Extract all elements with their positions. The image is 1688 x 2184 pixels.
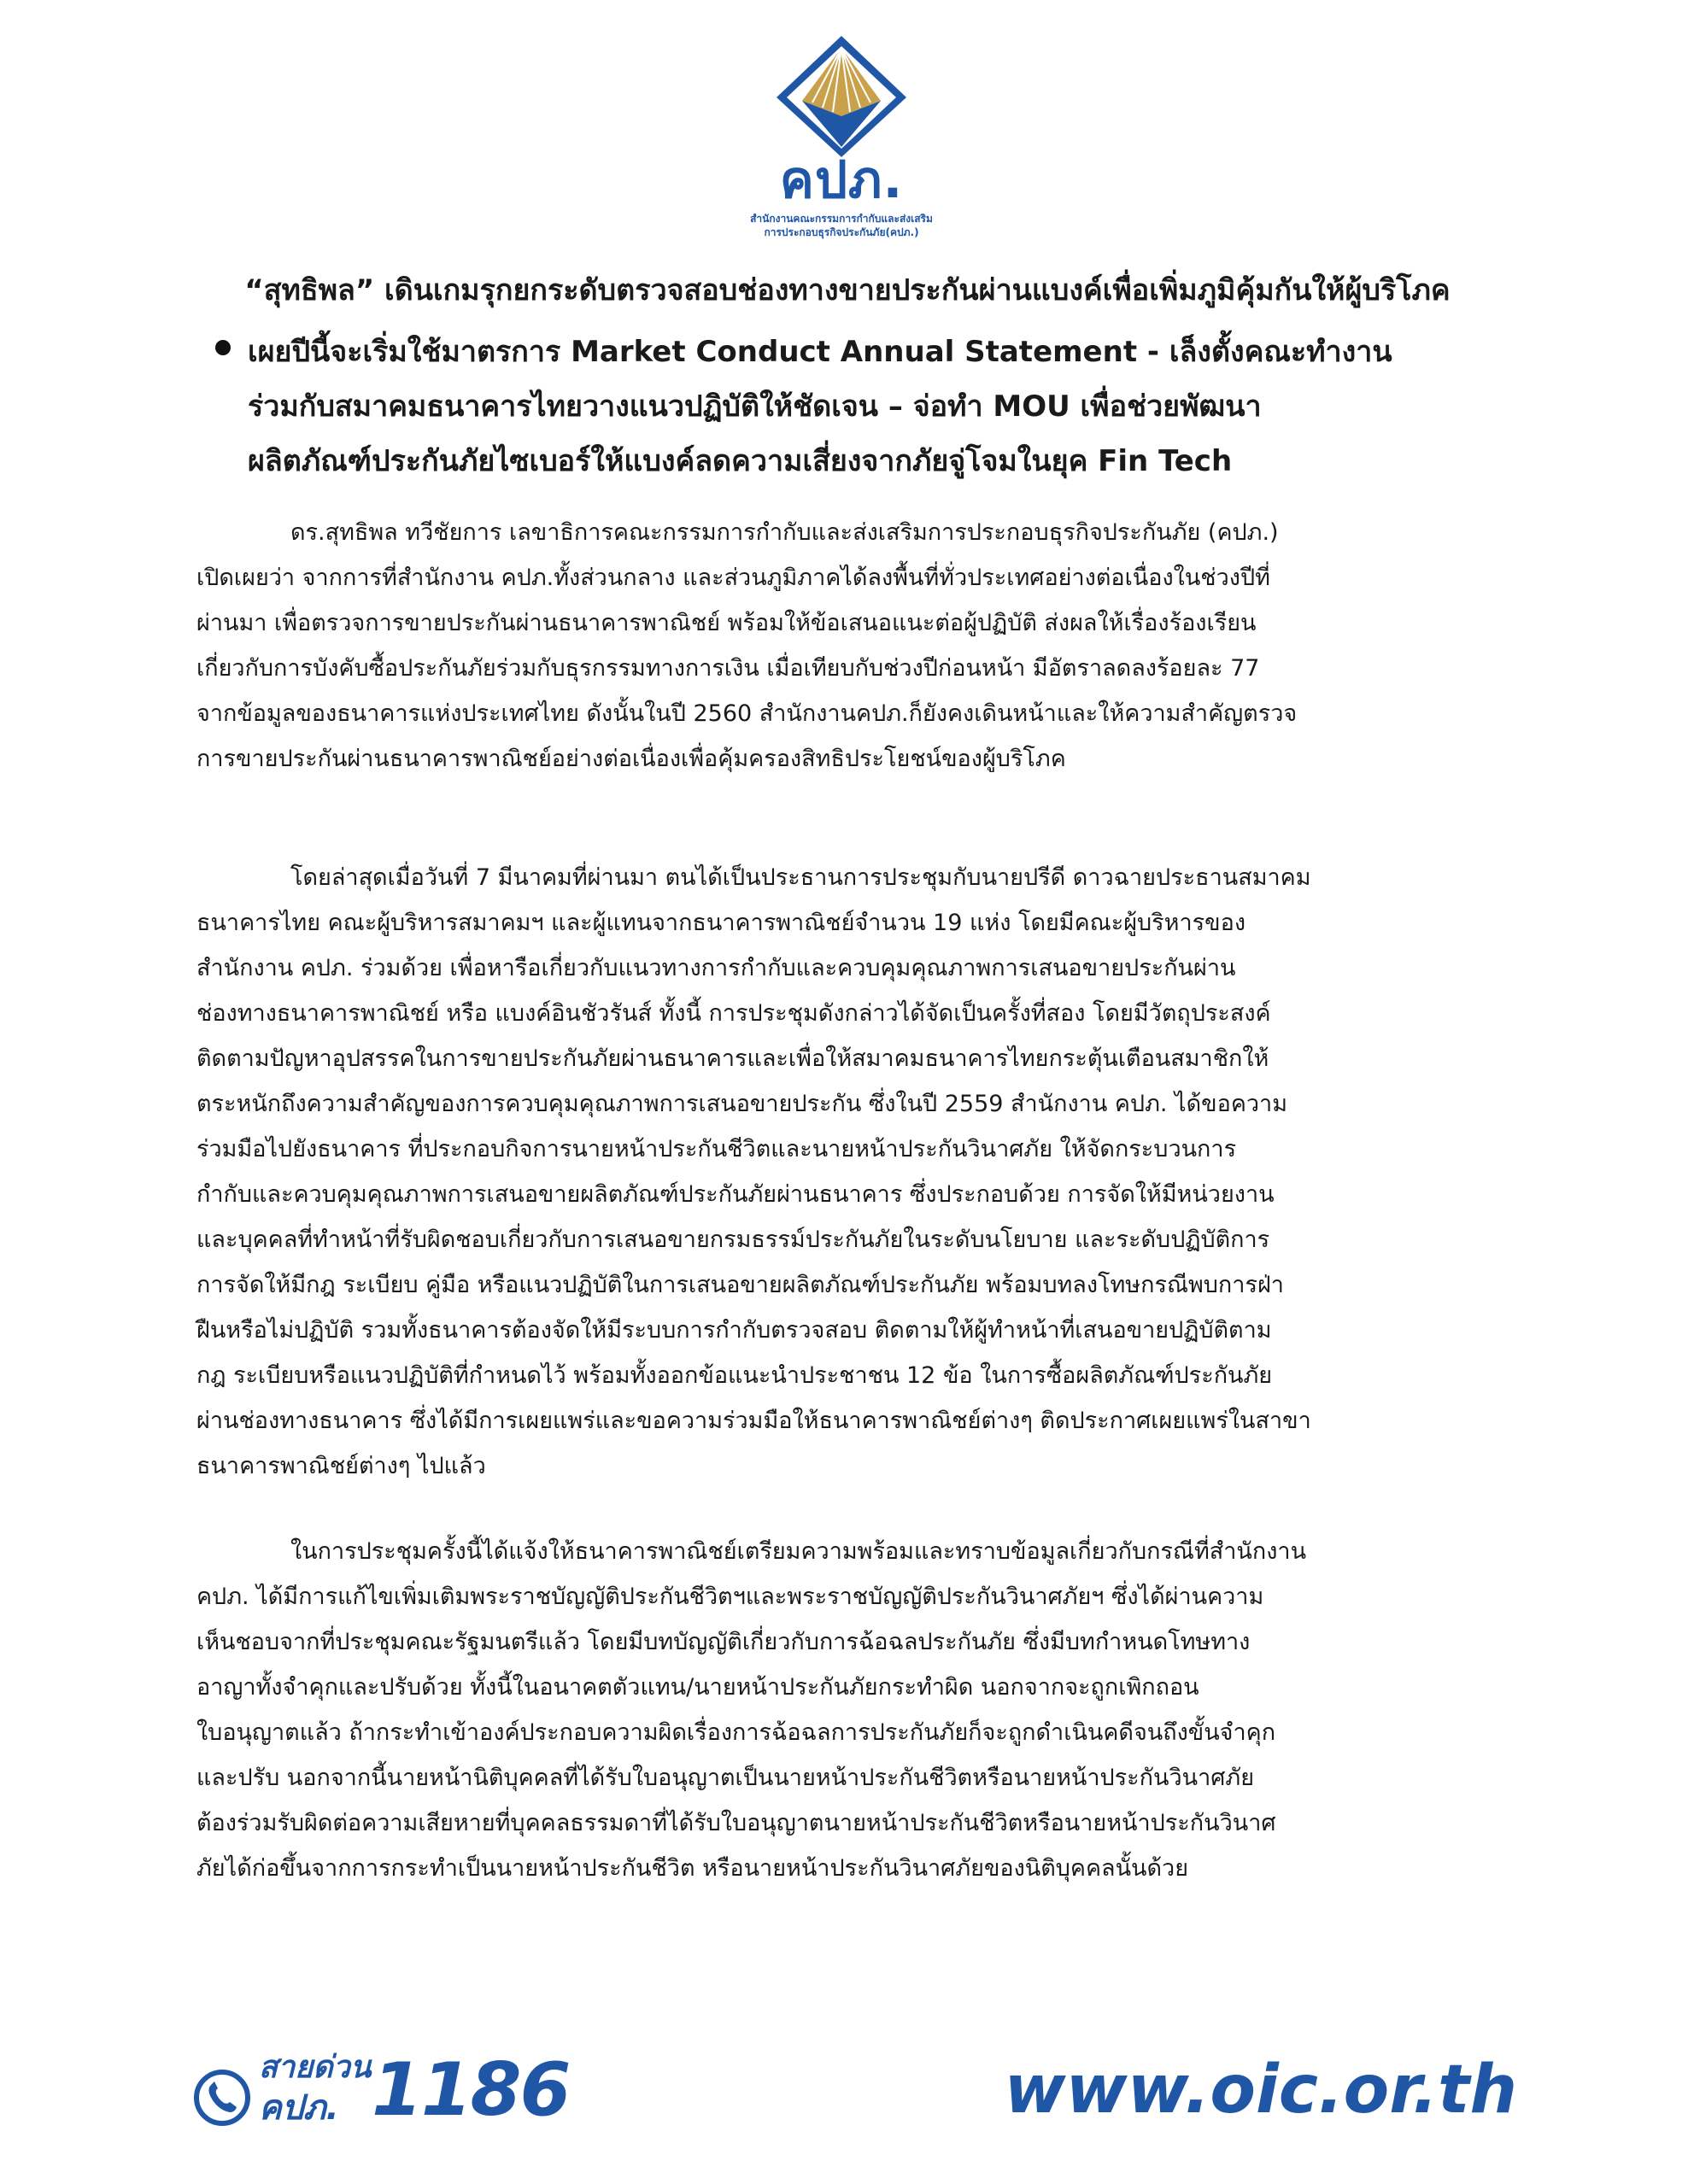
oic-logo (730, 31, 952, 244)
paragraph-line: ภัยได้ก่อขึ้นจากการกระทำเป็นนายหน้าประกันชีวิต หรือนายหน้าประกันวินาศภัยของนิติบุคคลนั้นด้วย (196, 1855, 1189, 1882)
paragraph-line: ต้องร่วมรับผิดต่อความเสียหายที่บุคคลธรรมดาที่ได้รับใบอนุญาตนายหน้าประกันชีวิตหรือนายหน้าประกันวินาศ (196, 1810, 1276, 1836)
logo-wordmark: คปภ. (779, 150, 904, 210)
paragraph-line: และปรับ นอกจากนี้นายหน้านิติบุคคลที่ได้รับใบอนุญาตเป็นนายหน้าประกันชีวิตหรือนายหน้าประกันวินาศภัย (196, 1765, 1255, 1791)
sub-headline-bullet (248, 325, 1486, 489)
paragraph-line: เปิดเผยว่า จากการที่สำนักงาน คปภ.ทั้งส่วนกลาง และส่วนภูมิภาคได้ลงพื้นที่ทั่วประเทศอย่างต่อเนื่องในช่วงปีที่ (196, 565, 1270, 591)
sub-headline-line: ผลิตภัณฑ์ประกันภัยไซเบอร์ให้แบงค์ลดความเสี่ยงจากภัยจู่โจมในยุค Fin Tech (248, 444, 1233, 478)
logo-subtitle-line-1: สำนักงานคณะกรรมการกำกับและส่งเสริม (750, 213, 933, 225)
paragraph-line: อาญาทั้งจำคุกและปรับด้วย ทั้งนี้ในอนาคตตัวแทน/นายหน้าประกันภัยกระทำผิด นอกจากจะถูกเพิกถอน (196, 1674, 1199, 1701)
paragraph-line: ในการประชุมครั้งนี้ได้แจ้งให้ธนาคารพาณิชย์เตรียมความพร้อมและทราบข้อมูลเกี่ยวกับกรณีที่สำนักงาน (290, 1538, 1307, 1565)
hotline-label: สายด่วน (259, 2050, 372, 2085)
paragraph-line: จากข้อมูลของธนาคารแห่งประเทศไทย ดังนั้นในปี 2560 สำนักงานคปภ.ก็ยังคงเดินหน้าและให้ความสำคัญตรวจ (196, 700, 1298, 727)
oic-emblem-icon (730, 31, 952, 159)
hotline-org: คปภ. (259, 2088, 339, 2128)
phone-icon (192, 2068, 252, 2128)
paragraph-line: กฎ ระเบียบหรือแนวปฏิบัติที่กำหนดไว้ พร้อมทั้งออกข้อแนะนำประชาชน 12 ข้อ ในการซื้อผลิตภัณฑ์ประกันภัย (196, 1362, 1273, 1389)
paragraph-line: การจัดให้มีกฎ ระเบียบ คู่มือ หรือแนวปฏิบัติในการเสนอขายผลิตภัณฑ์ประกันภัย พร้อมบทลงโทษกรณีพบการฝ่า (196, 1272, 1284, 1298)
paragraph-line: ผ่านมา เพื่อตรวจการขายประกันผ่านธนาคารพาณิชย์ พร้อมให้ข้อเสนอแนะต่อผู้ปฏิบัติ ส่งผลให้เรื่องร้องเรียน (196, 610, 1257, 636)
paragraph-line: ติดตามปัญหาอุปสรรคในการขายประกันภัยผ่านธนาคารและเพื่อให้สมาคมธนาคารไทยกระตุ้นเตือนสมาชิกให้ (196, 1045, 1269, 1072)
body-paragraph-2 (196, 855, 1486, 1489)
paragraph-line: ฝืนหรือไม่ปฏิบัติ รวมทั้งธนาคารต้องจัดให้มีระบบการกำกับตรวจสอบ ติดตามให้ผู้ทำหน้าที่เสนอขายปฏิบัติตาม (196, 1317, 1272, 1344)
paragraph-line: และบุคคลที่ทำหน้าที่รับผิดชอบเกี่ยวกับการเสนอขายกรมธรรม์ประกันภัยในระดับนโยบาย และระดับปฏิบัติการ (196, 1227, 1270, 1253)
paragraph-line: กำกับและควบคุมคุณภาพการเสนอขายผลิตภัณฑ์ประกันภัยผ่านธนาคาร ซึ่งประกอบด้วย การจัดให้มีหน่วยงาน (196, 1181, 1275, 1208)
sub-headline-line: ร่วมกับสมาคมธนาคารไทยวางแนวปฏิบัติให้ชัดเจน – จ่อทำ MOU เพื่อช่วยพัฒนา (248, 389, 1262, 424)
paragraph-line: ร่วมมือไปยังธนาคาร ที่ประกอบกิจการนายหน้าประกันชีวิตและนายหน้าประกันวินาศภัย ให้จัดกระบวนการ (196, 1136, 1237, 1162)
paragraph-line: ธนาคารพาณิชย์ต่างๆ ไปแล้ว (196, 1453, 486, 1479)
paragraph-line: โดยล่าสุดเมื่อวันที่ 7 มีนาคมที่ผ่านมา ตนได้เป็นประธานการประชุมกับนายปรีดี ดาวฉายประธานสมาคม (290, 864, 1311, 891)
paragraph-line: เห็นชอบจากที่ประชุมคณะรัฐมนตรีแล้ว โดยมีบทบัญญัติเกี่ยวกับการฉ้อฉลประกันภัย ซึ่งมีบทกำหนดโทษทาง (196, 1629, 1251, 1655)
paragraph-line: ผ่านช่องทางธนาคาร ซึ่งได้มีการเผยแพร่และขอความร่วมมือให้ธนาคารพาณิชย์ต่างๆ ติดประกาศเผยแพร่ในสาขา (196, 1408, 1311, 1434)
website-link[interactable]: www.oic.or.th (1004, 2052, 1517, 2128)
sub-headline-line: เผยปีนี้จะเริ่มใช้มาตรการ Market Conduct Annual Statement - เล็งตั้งคณะทำงาน (248, 335, 1392, 369)
paragraph-line: ดร.สุทธิพล ทวีชัยการ เลขาธิการคณะกรรมการกำกับและส่งเสริมการประกอบธุรกิจประกันภัย (คปภ.) (290, 519, 1279, 546)
paragraph-line: ช่องทางธนาคารพาณิชย์ หรือ แบงค์อินชัวรันส์ ทั้งนี้ การประชุมดังกล่าวได้จัดเป็นครั้งที่สอง โดยมีวัตถุประสงค์ (196, 1000, 1271, 1027)
paragraph-line: การขายประกันผ่านธนาคารพาณิชย์อย่างต่อเนื่องเพื่อคุ้มครองสิทธิประโยชน์ของผู้บริโภค (196, 746, 1066, 772)
press-release-headline: “สุทธิพล” เดินเกมรุกยกระดับตรวจสอบช่องทางขายประกันผ่านแบงค์เพื่อเพิ่มภูมิคุ้มกันให้ผู้บริโภค (244, 273, 1451, 307)
paragraph-line: สำนักงาน คปภ. ร่วมด้วย เพื่อหารือเกี่ยวกับแนวทางการกำกับและควบคุมคุณภาพการเสนอขายประกันผ่าน (196, 955, 1236, 981)
hotline-badge (192, 2046, 568, 2140)
body-paragraph-3 (196, 1529, 1486, 1891)
body-paragraph-1 (196, 510, 1486, 782)
paragraph-line: คปภ. ได้มีการแก้ไขเพิ่มเติมพระราชบัญญัติประกันชีวิตฯและพระราชบัญญัติประกันวินาศภัยฯ ซึ่งได้ผ่านความ (196, 1584, 1264, 1610)
paragraph-line: ธนาคารไทย คณะผู้บริหารสมาคมฯ และผู้แทนจากธนาคารพาณิชย์จำนวน 19 แห่ง โดยมีคณะผู้บริหารของ (196, 910, 1245, 936)
logo-subtitle-line-2: การประกอบธุรกิจประกันภัย(คปภ.) (764, 226, 919, 238)
paragraph-line: เกี่ยวกับการบังคับซื้อประกันภัยร่วมกับธุรกรรมทางการเงิน เมื่อเทียบกับช่วงปีก่อนหน้า มีอัตราลดลงร้อยละ 77 (196, 655, 1260, 682)
paragraph-line: ตระหนักถึงความสำคัญของการควบคุมคุณภาพการเสนอขายประกัน ซึ่งในปี 2559 สำนักงาน คปภ. ได้ขอความ (196, 1091, 1288, 1117)
paragraph-line: ใบอนุญาตแล้ว ถ้ากระทำเข้าองค์ประกอบความผิดเรื่องการฉ้อฉลการประกันภัยก็จะถูกดำเนินคดีจนถึงขั้นจำคุก (196, 1719, 1276, 1746)
hotline-number: 1186 (372, 2047, 570, 2133)
bullet-icon (215, 340, 231, 355)
